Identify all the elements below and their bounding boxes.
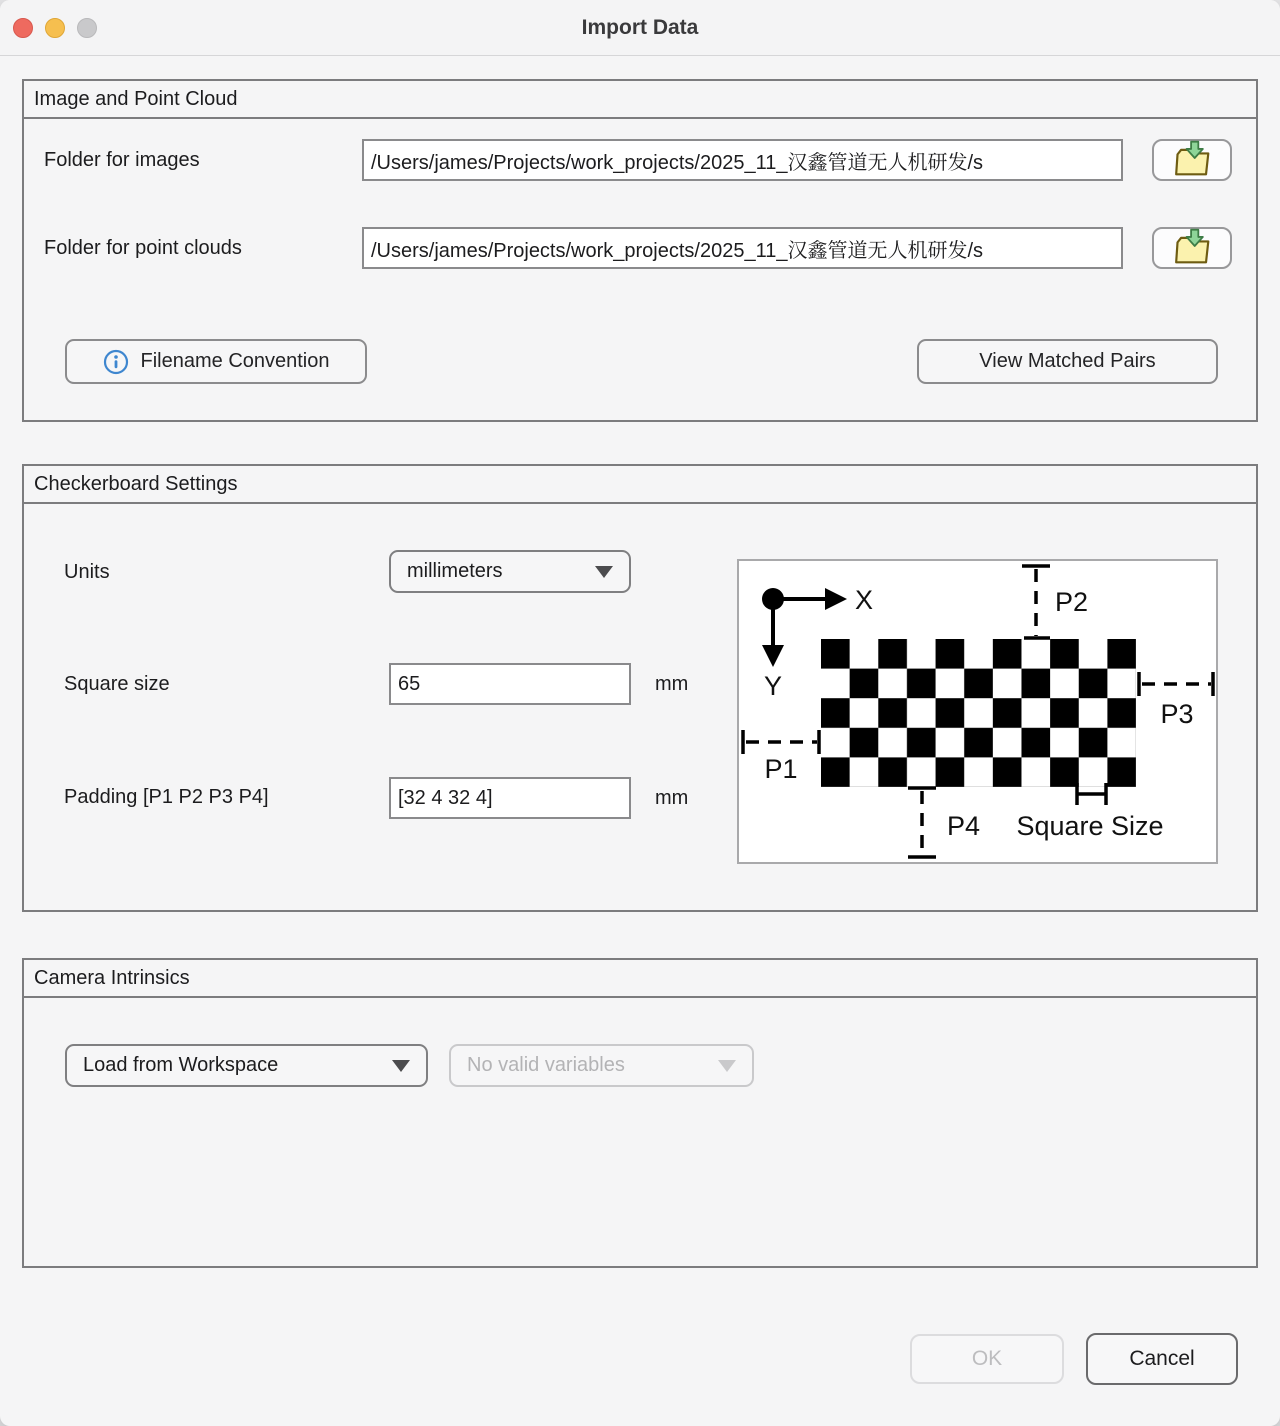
checkerboard-diagram [737, 559, 1218, 864]
open-folder-icon [1170, 139, 1214, 182]
open-folder-icon [1170, 227, 1214, 270]
filename-convention-button[interactable] [65, 339, 367, 384]
section-title: Checkerboard Settings [24, 466, 1256, 504]
browse-images-button[interactable] [1152, 139, 1232, 181]
section-title: Camera Intrinsics [24, 960, 1256, 998]
p1-label: P1 [764, 754, 798, 784]
filename-convention-label: Filename Convention [140, 350, 330, 372]
section-camera-intrinsics [22, 958, 1258, 1268]
intrinsics-source-value: Load from Workspace [83, 1054, 279, 1076]
p3-label: P3 [1160, 699, 1194, 729]
chevron-down-icon [595, 566, 613, 578]
y-axis-arrow-icon [762, 645, 784, 667]
padding-unit: mm [655, 787, 689, 809]
browse-clouds-button[interactable] [1152, 227, 1232, 269]
folder-clouds-label: Folder for point clouds [44, 237, 242, 259]
square-size-annotation: Square Size [1016, 811, 1164, 841]
title-bar [0, 0, 1280, 56]
units-label: Units [64, 561, 110, 583]
section-image-point-cloud [22, 79, 1258, 422]
units-dropdown[interactable] [389, 550, 631, 593]
y-axis-label: Y [763, 671, 783, 701]
view-matched-pairs-button[interactable] [917, 339, 1218, 384]
padding-label: Padding [P1 P2 P3 P4] [64, 786, 269, 808]
close-button[interactable] [13, 18, 33, 38]
square-size-unit: mm [655, 673, 689, 695]
padding-input[interactable] [389, 777, 631, 819]
window-title: Import Data [581, 16, 699, 39]
units-selected-value: millimeters [407, 560, 503, 582]
ok-button-disabled: OK [910, 1334, 1064, 1384]
intrinsics-source-dropdown[interactable] [65, 1044, 428, 1087]
section-checkerboard-settings [22, 464, 1258, 912]
intrinsics-variables-dropdown-disabled [449, 1044, 754, 1087]
folder-images-input[interactable] [362, 139, 1123, 181]
minimize-button[interactable] [45, 18, 65, 38]
square-size-label: Square size [64, 673, 170, 695]
x-axis-arrow-icon [825, 588, 847, 610]
chevron-down-icon [718, 1060, 736, 1072]
chevron-down-icon [392, 1060, 410, 1072]
folder-clouds-input[interactable] [362, 227, 1123, 269]
square-size-input[interactable] [389, 663, 631, 705]
p4-label: P4 [947, 811, 981, 841]
info-icon [103, 349, 129, 375]
folder-images-label: Folder for images [44, 149, 200, 171]
view-matched-pairs-label: View Matched Pairs [979, 350, 1156, 372]
zoom-button-disabled [77, 18, 97, 38]
p2-label: P2 [1055, 587, 1089, 617]
intrinsics-variables-value: No valid variables [467, 1054, 625, 1076]
x-axis-label: X [855, 585, 874, 615]
section-title: Image and Point Cloud [24, 81, 1256, 119]
cancel-button[interactable]: Cancel [1086, 1333, 1238, 1385]
